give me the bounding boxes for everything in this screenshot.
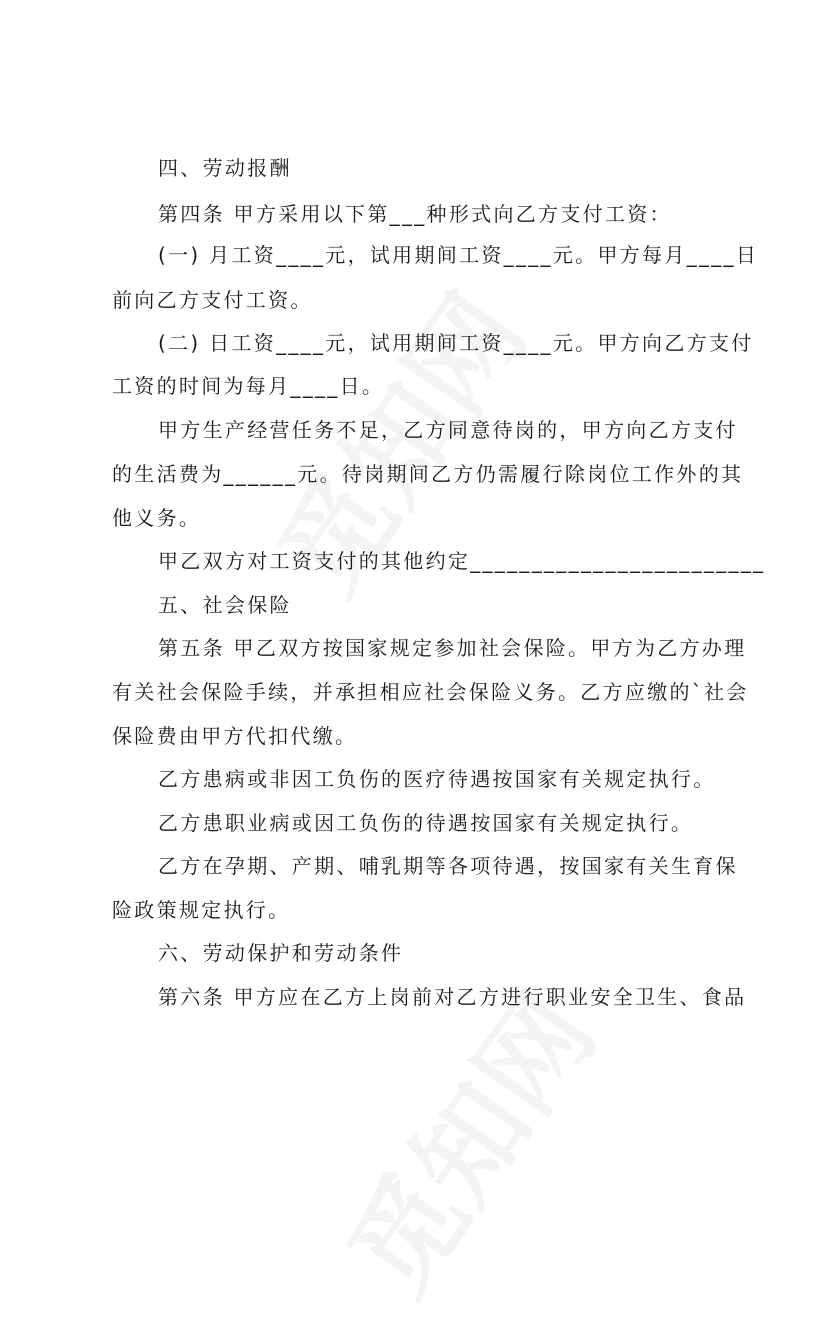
section-heading: 六、劳动保护和劳动条件 — [158, 941, 404, 965]
paragraph-line: 的生活费为______元。待岗期间乙方仍需履行除岗位工作外的其 — [112, 462, 744, 486]
paragraph-line: 前向乙方支付工资。 — [112, 288, 313, 312]
watermark — [306, 959, 625, 1319]
paragraph-line: 险政策规定执行。 — [112, 898, 291, 922]
paragraph-line: 工资的时间为每月____日。 — [112, 374, 385, 398]
paragraph-line: 有关社会保险手续，并承担相应社会保险义务。乙方应缴的`社会 — [112, 680, 749, 704]
paragraph-line: 他义务。 — [112, 506, 202, 530]
paragraph-line: 第六条 甲方应在乙方上岗前对乙方进行职业安全卫生、食品 — [158, 985, 747, 1009]
paragraph-line: 第四条 甲方采用以下第___种形式向乙方支付工资： — [158, 202, 672, 226]
paragraph-line: 保险费由甲方代扣代缴。 — [112, 724, 358, 748]
section-heading: 四、劳动报酬 — [158, 156, 292, 180]
paragraph-line: (二) 日工资____元，试用期间工资____元。甲方向乙方支付 — [158, 331, 754, 355]
paragraph-line: 第五条 甲乙双方按国家规定参加社会保险。甲方为乙方办理 — [158, 636, 747, 660]
paragraph-line: (一) 月工资____元，试用期间工资____元。甲方每月____日 — [158, 243, 759, 267]
section-heading: 五、社会保险 — [158, 593, 292, 617]
paragraph-line: 乙方患病或非因工负伤的医疗待遇按国家有关规定执行。 — [158, 767, 716, 791]
paragraph-line: 乙方患职业病或因工负伤的待遇按国家有关规定执行。 — [158, 811, 694, 835]
paragraph-line: 乙方在孕期、产期、哺乳期等各项待遇，按国家有关生育保 — [158, 854, 738, 878]
paragraph-line: 甲方生产经营任务不足，乙方同意待岗的，甲方向乙方支付 — [158, 418, 738, 442]
paragraph-line: 甲乙双方对工资支付的其他约定________________________ — [158, 549, 766, 573]
